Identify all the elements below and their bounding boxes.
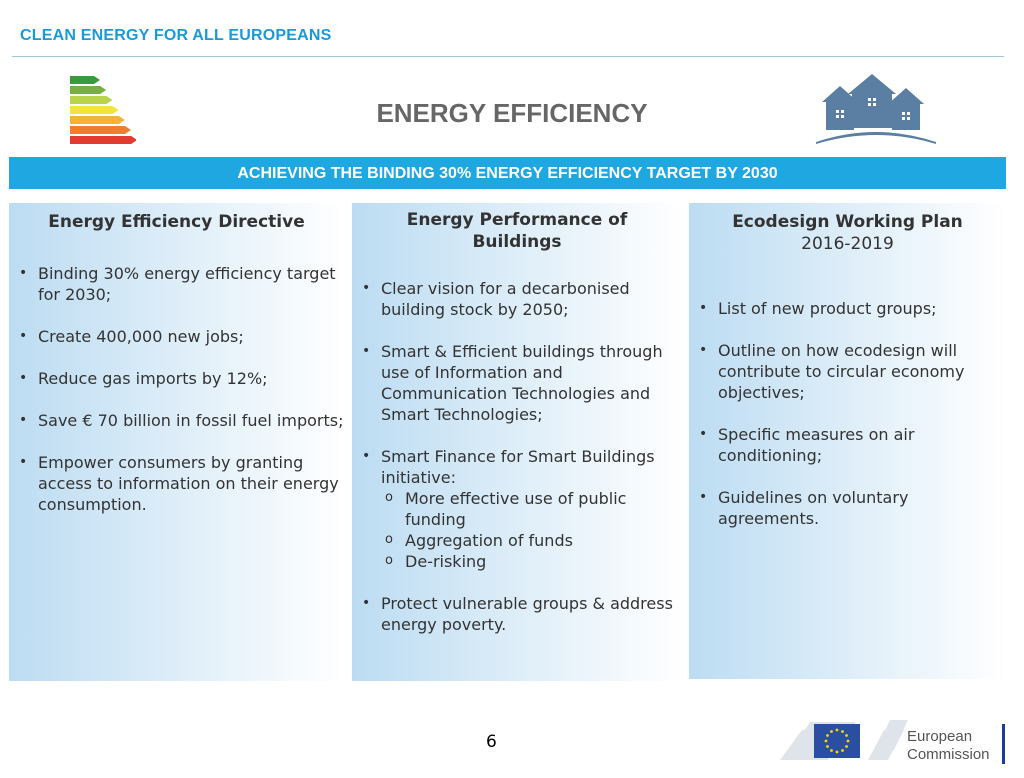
bullet-list xyxy=(9,263,344,515)
list-item: • Outline on how ecodesign will contribute to circular economy objectives; xyxy=(689,340,1006,403)
slide-title: ENERGY EFFICIENCY xyxy=(376,98,648,128)
logo-accent-bar xyxy=(1002,724,1005,764)
list-item: • Smart Finance for Smart Buildings initiative: xyxy=(352,446,682,488)
column-heading: Ecodesign Working Plan xyxy=(732,212,963,232)
bullet-list xyxy=(352,593,682,635)
list-item: • Save € 70 billion in fossil fuel imports; xyxy=(9,410,344,431)
flag-star xyxy=(830,730,833,733)
column-subheading: 2016-2019 xyxy=(801,234,894,254)
list-item: • Reduce gas imports by 12%; xyxy=(9,368,344,389)
flag-star xyxy=(845,745,848,748)
column-title xyxy=(9,203,344,233)
flag-star xyxy=(825,740,828,743)
column-heading: Energy Performance of Buildings xyxy=(406,210,628,252)
flag-star xyxy=(841,749,844,752)
flag-star xyxy=(847,740,850,743)
list-item: • Create 400,000 new jobs; xyxy=(9,326,344,347)
list-item: • Empower consumers by granting access to information on their energy consumption. xyxy=(9,452,344,515)
sub-list-item: o More effective use of public funding xyxy=(352,488,682,530)
flag-star xyxy=(826,734,829,737)
ec-logo-line1: European xyxy=(907,728,973,745)
energy-bar xyxy=(70,86,106,94)
column-energy-efficiency-directive xyxy=(9,203,344,681)
energy-bar xyxy=(70,136,136,144)
bullet-list xyxy=(689,298,1006,529)
column-heading: Energy Efficiency Directive xyxy=(48,212,305,232)
column-energy-performance-buildings xyxy=(352,203,682,681)
column-ecodesign-working-plan xyxy=(689,203,1006,679)
sub-list-item: o De-risking xyxy=(352,551,682,572)
list-item: • Guidelines on voluntary agreements. xyxy=(689,487,1006,529)
energy-bar xyxy=(70,76,100,84)
target-banner: ACHIEVING THE BINDING 30% ENERGY EFFICIENCY TARGET BY 2030 xyxy=(9,157,1006,189)
list-item: • Smart & Efficient buildings through use of Information and Communication Technologies and Smart Technologies; xyxy=(352,341,682,425)
list-item: • List of new product groups; xyxy=(689,298,1006,319)
bullet-list xyxy=(352,278,682,488)
eu-flag-icon xyxy=(814,724,860,758)
list-item: • Specific measures on air conditioning; xyxy=(689,424,1006,466)
column-title xyxy=(689,203,1006,255)
list-item: • Binding 30% energy efficiency target for 2030; xyxy=(9,263,344,305)
flag-star xyxy=(841,730,844,733)
houses-icon xyxy=(814,72,938,144)
header-title: CLEAN ENERGY FOR ALL EUROPEANS xyxy=(20,27,332,44)
page-number: 6 xyxy=(486,732,497,752)
flag-star xyxy=(826,745,829,748)
flag-star xyxy=(836,751,839,754)
list-item: • Clear vision for a decarbonised building stock by 2050; xyxy=(352,278,682,320)
flag-star xyxy=(836,729,839,732)
ec-logo-line2: Commission xyxy=(907,746,990,763)
column-title xyxy=(352,203,682,253)
sub-list xyxy=(352,488,682,572)
header-divider xyxy=(12,56,1004,57)
flag-star xyxy=(845,734,848,737)
sub-list-item: o Aggregation of funds xyxy=(352,530,682,551)
list-item: • Protect vulnerable groups & address energy poverty. xyxy=(352,593,682,635)
flag-star xyxy=(830,749,833,752)
ec-logo-text xyxy=(907,728,990,764)
